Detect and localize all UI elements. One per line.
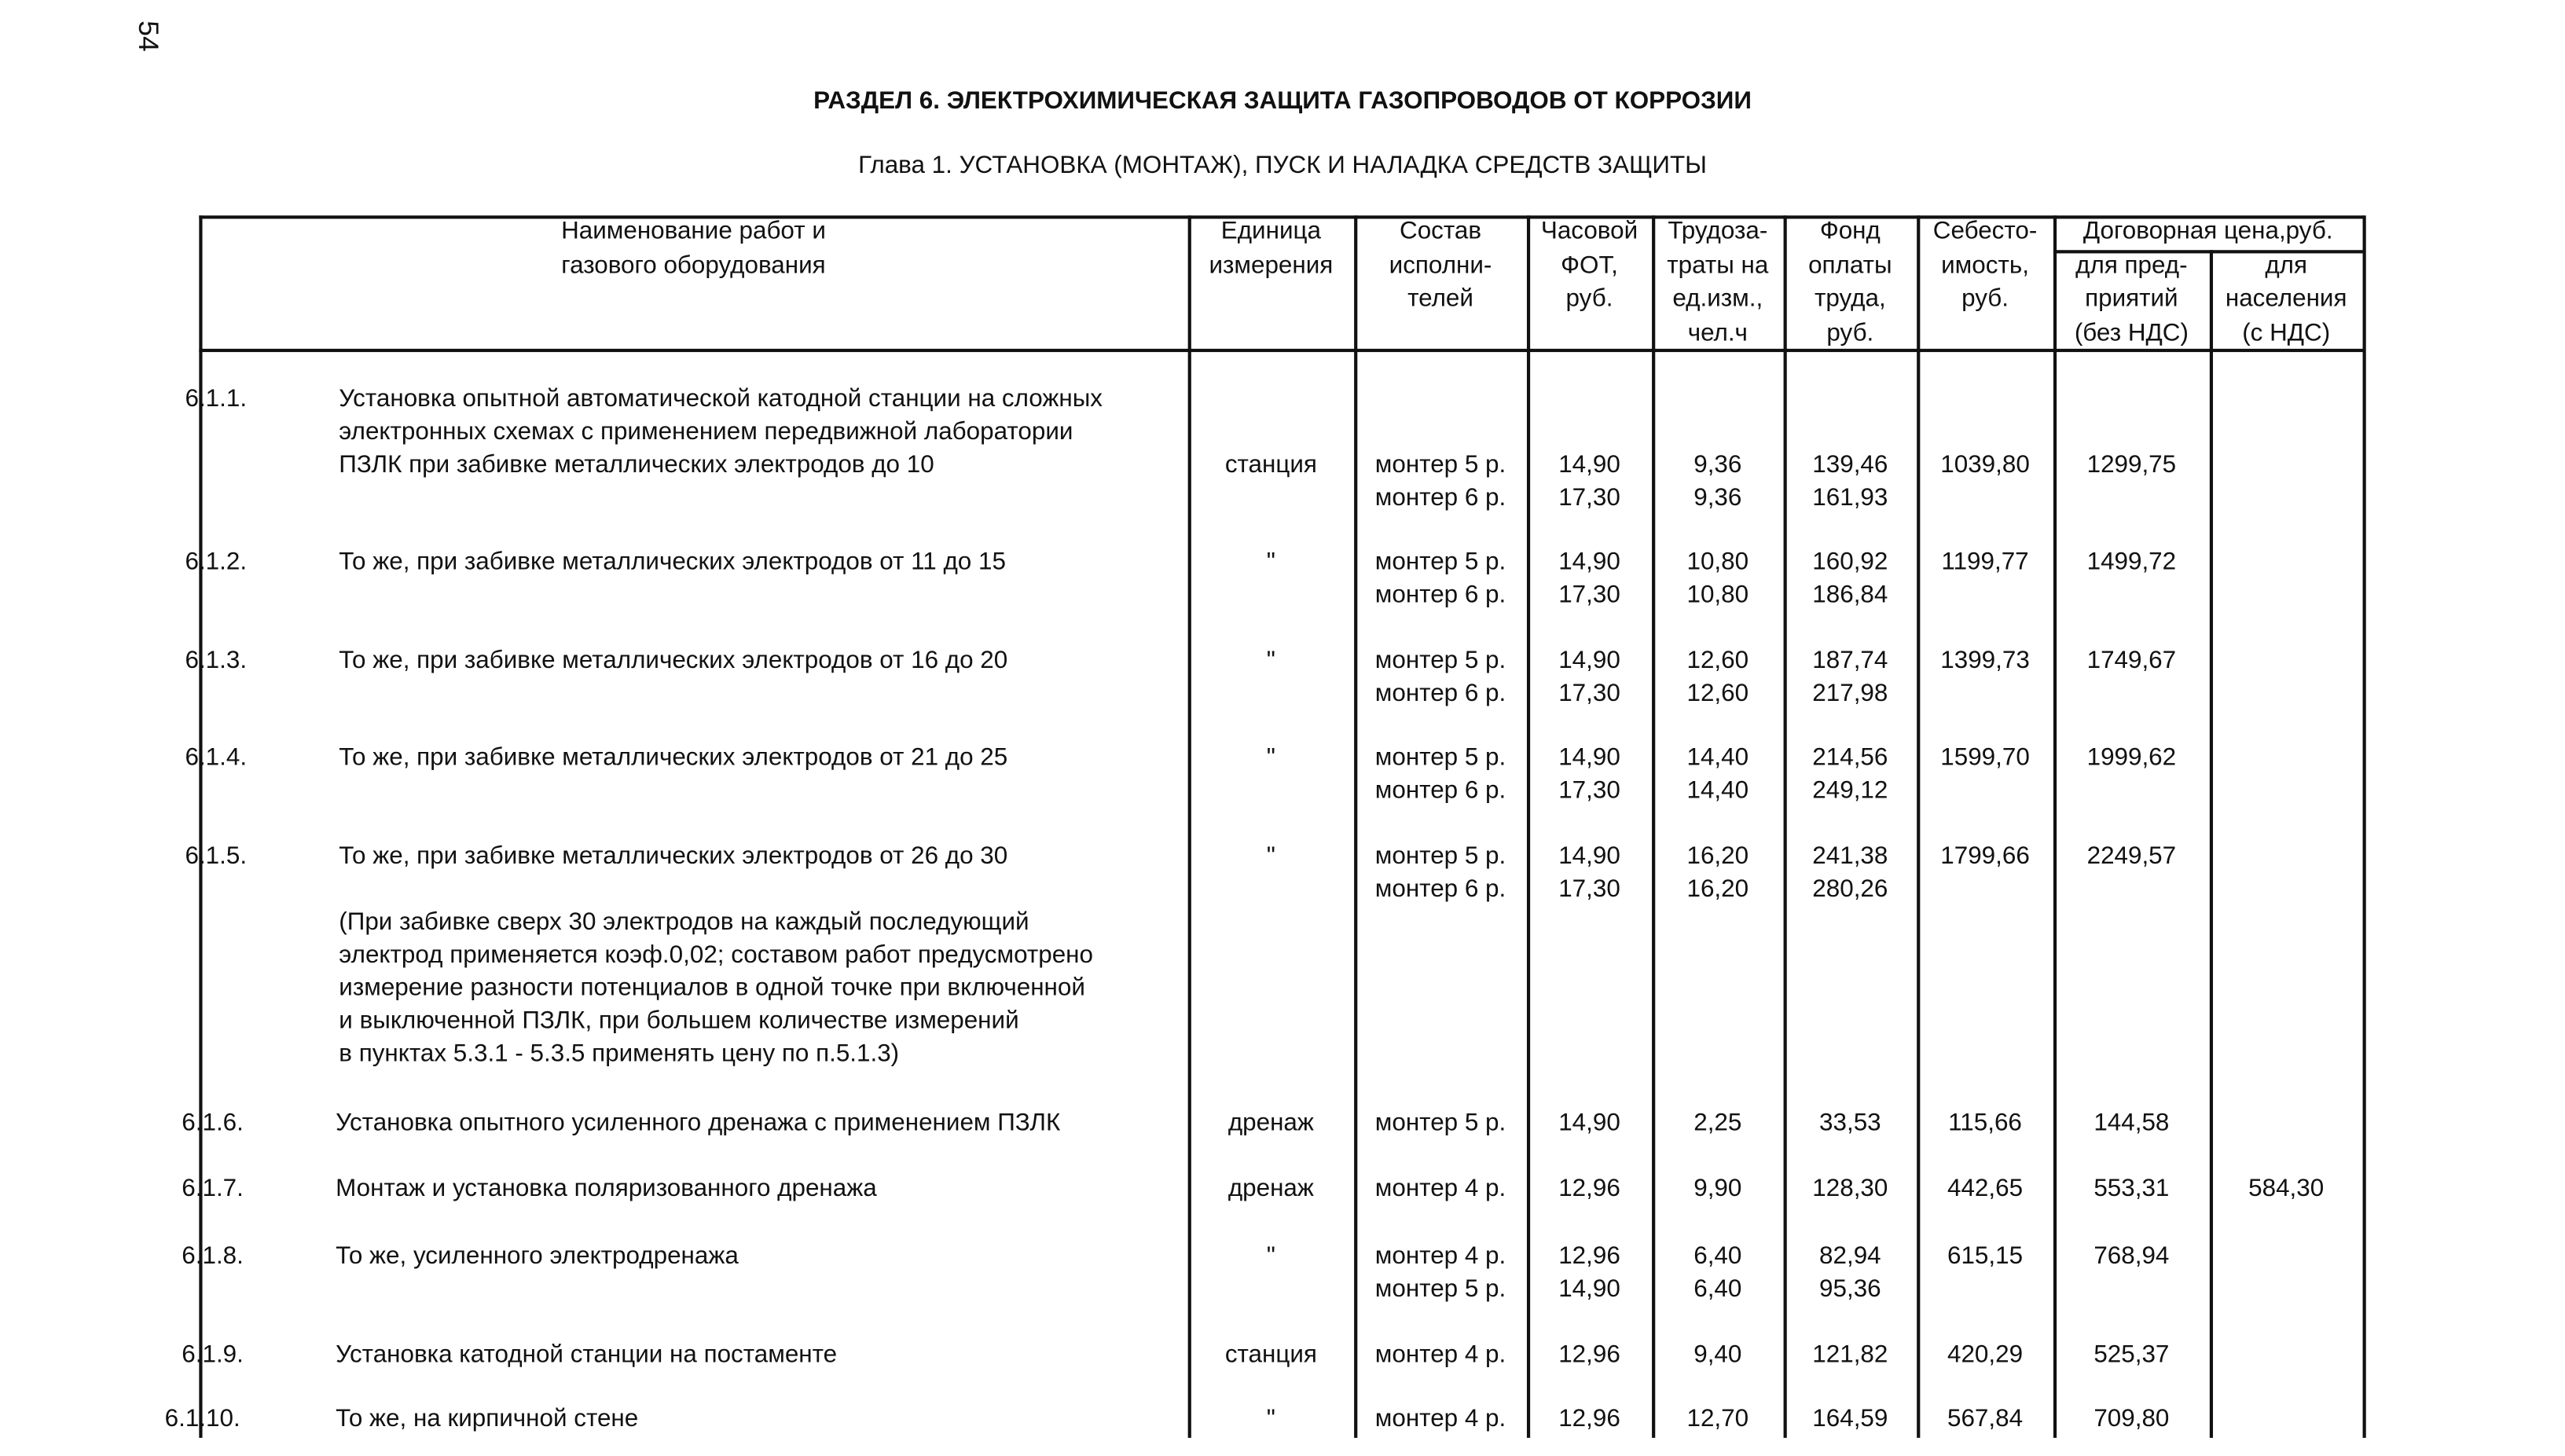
row-crew: монтер 6 р.: [1374, 679, 1506, 708]
row-rate: 17,30: [1558, 875, 1620, 904]
row-fund: 280,26: [1812, 875, 1888, 904]
row-number: 6.1.10.: [164, 1405, 240, 1433]
row-cost: 615,15: [1947, 1241, 2024, 1271]
header-unit: измерения: [1209, 251, 1334, 279]
header-price-org: для пред-: [2075, 251, 2188, 279]
row-name: электронных схемах с применением передвижной лаборатории: [339, 417, 1073, 446]
row-price-org: 1299,75: [2086, 450, 2177, 479]
row-labor: 16,20: [1686, 842, 1749, 871]
row-unit: дренаж: [1227, 1174, 1314, 1203]
row-labor: 9,40: [1693, 1340, 1742, 1369]
header-price-pop: (с НДС): [2242, 318, 2331, 347]
row-price-org: 709,80: [2093, 1405, 2170, 1433]
row-name: То же, при забивке металлических электродов от 21 до 25: [339, 743, 1008, 772]
row-name: То же, усиленного электродренажа: [336, 1241, 739, 1271]
row-fund: 33,53: [1819, 1109, 1881, 1137]
row-labor: 16,20: [1686, 875, 1749, 904]
row-cost: 1039,80: [1940, 450, 2030, 479]
chapter-title: Глава 1. УСТАНОВКА (МОНТАЖ), ПУСК И НАЛАДКА СРЕДСТВ ЗАЩИТЫ: [858, 151, 1707, 180]
row-name: Установка опытной автоматической катодной станции на сложных: [339, 384, 1103, 413]
row-cost: 1399,73: [1940, 646, 2030, 675]
header-fund: Фонд: [1819, 217, 1881, 245]
row-crew: монтер 5 р.: [1374, 646, 1506, 675]
header-price-org: (без НДС): [2074, 318, 2189, 347]
row-rate: 14,90: [1558, 548, 1620, 576]
row-rate: 14,90: [1558, 1109, 1620, 1137]
row-price-org: 553,31: [2093, 1174, 2170, 1203]
header-rate: Часовой: [1540, 217, 1638, 245]
row-price-org: 525,37: [2093, 1340, 2170, 1369]
row-unit: ": [1266, 842, 1275, 871]
row-labor: 12,70: [1686, 1405, 1749, 1433]
row-note: электрод применяется коэф.0,02; составом работ предусмотрено: [339, 941, 1094, 970]
row-unit: ": [1266, 548, 1275, 576]
row-crew: монтер 5 р.: [1374, 743, 1506, 772]
row-fund: 95,36: [1819, 1274, 1881, 1304]
row-labor: 6,40: [1693, 1241, 1742, 1271]
header-rate: ФОТ,: [1561, 251, 1618, 279]
row-rate: 17,30: [1558, 776, 1620, 805]
row-price-pop: 584,30: [2248, 1174, 2325, 1203]
row-number: 6.1.7.: [182, 1174, 244, 1203]
row-rate: 14,90: [1558, 1274, 1620, 1304]
header-fund: труда,: [1815, 284, 1886, 313]
row-labor: 14,40: [1686, 743, 1749, 772]
row-rate: 14,90: [1558, 646, 1620, 675]
header-cost: имость,: [1941, 251, 2029, 279]
row-fund: 82,94: [1819, 1241, 1881, 1271]
row-name: То же, при забивке металлических электродов от 26 до 30: [339, 842, 1008, 871]
header-labor: ед.изм.,: [1672, 284, 1763, 313]
row-fund: 161,93: [1812, 483, 1888, 512]
row-unit: станция: [1224, 1340, 1317, 1369]
row-cost: 567,84: [1947, 1405, 2024, 1433]
row-cost: 1599,70: [1940, 743, 2030, 772]
header-cost: руб.: [1961, 284, 2009, 313]
row-crew: монтер 5 р.: [1374, 1274, 1506, 1304]
row-crew: монтер 5 р.: [1374, 842, 1506, 871]
header-price-pop: населения: [2225, 284, 2347, 313]
row-price-org: 768,94: [2093, 1241, 2170, 1271]
row-rate: 17,30: [1558, 581, 1620, 609]
header-labor: чел.ч: [1687, 318, 1748, 347]
row-labor: 2,25: [1693, 1109, 1742, 1137]
header-cost: Себесто-: [1932, 217, 2038, 245]
row-labor: 6,40: [1693, 1274, 1742, 1304]
header-crew: телей: [1407, 284, 1473, 313]
row-fund: 164,59: [1812, 1405, 1888, 1433]
row-unit: ": [1266, 743, 1275, 772]
row-fund: 128,30: [1812, 1174, 1888, 1203]
row-rate: 14,90: [1558, 842, 1620, 871]
row-price-org: 1999,62: [2086, 743, 2177, 772]
row-name: То же, при забивке металлических электродов от 16 до 20: [339, 646, 1008, 675]
row-price-org: 1499,72: [2086, 548, 2177, 576]
row-name: Монтаж и установка поляризованного дренажа: [336, 1174, 877, 1203]
row-unit: дренаж: [1227, 1109, 1314, 1137]
row-name: Установка катодной станции на постаменте: [336, 1340, 838, 1369]
row-labor: 9,90: [1693, 1174, 1742, 1203]
section-title: РАЗДЕЛ 6. ЭЛЕКТРОХИМИЧЕСКАЯ ЗАЩИТА ГАЗОПРОВОДОВ ОТ КОРРОЗИИ: [813, 86, 1752, 116]
row-unit: станция: [1224, 450, 1317, 479]
row-labor: 12,60: [1686, 679, 1749, 708]
row-number: 6.1.5.: [185, 842, 248, 871]
row-note: измерение разности потенциалов в одной точке при включенной: [339, 974, 1085, 1003]
row-labor: 9,36: [1693, 450, 1742, 479]
row-fund: 214,56: [1812, 743, 1888, 772]
row-note: (При забивке сверх 30 электродов на каждый последующий: [339, 908, 1029, 937]
row-crew: монтер 4 р.: [1374, 1241, 1506, 1271]
header-name: Наименование работ и: [561, 217, 826, 245]
header-price-org: приятий: [2085, 284, 2178, 313]
row-number: 6.1.9.: [182, 1340, 244, 1369]
row-cost: 420,29: [1947, 1340, 2024, 1369]
row-number: 6.1.1.: [185, 384, 248, 413]
row-unit: ": [1266, 1405, 1275, 1433]
row-unit: ": [1266, 1241, 1275, 1271]
row-name: ПЗЛК при забивке металлических электродов до 10: [339, 450, 934, 479]
row-name: Установка опытного усиленного дренажа с применением ПЗЛК: [336, 1109, 1061, 1137]
row-fund: 217,98: [1812, 679, 1888, 708]
row-fund: 186,84: [1812, 581, 1888, 609]
row-fund: 249,12: [1812, 776, 1888, 805]
row-note: в пунктах 5.3.1 - 5.3.5 применять цену по п.5.1.3): [339, 1040, 900, 1068]
row-price-org: 144,58: [2093, 1109, 2170, 1137]
header-labor: Трудоза-: [1668, 217, 1768, 245]
row-unit: ": [1266, 646, 1275, 675]
row-fund: 241,38: [1812, 842, 1888, 871]
row-cost: 115,66: [1948, 1109, 2022, 1137]
header-fund: руб.: [1826, 318, 1874, 347]
row-cost: 1199,77: [1941, 548, 2029, 576]
header-unit: Единица: [1220, 217, 1321, 245]
row-fund: 121,82: [1812, 1340, 1888, 1369]
row-number: 6.1.2.: [185, 548, 248, 576]
row-rate: 17,30: [1558, 483, 1620, 512]
row-number: 6.1.4.: [185, 743, 248, 772]
row-rate: 14,90: [1558, 743, 1620, 772]
column-divider: [2210, 250, 2212, 1438]
header-crew: исполни-: [1389, 251, 1492, 279]
header-fund: оплаты: [1808, 251, 1892, 279]
row-price-org: 1749,67: [2086, 646, 2177, 675]
row-crew: монтер 5 р.: [1374, 548, 1506, 576]
row-note: и выключенной ПЗЛК, при большем количестве измерений: [339, 1007, 1019, 1035]
row-rate: 12,96: [1558, 1174, 1620, 1203]
row-crew: монтер 5 р.: [1374, 450, 1506, 479]
row-crew: монтер 5 р.: [1374, 1109, 1506, 1137]
row-crew: монтер 6 р.: [1374, 776, 1506, 805]
row-fund: 187,74: [1812, 646, 1888, 675]
row-labor: 9,36: [1693, 483, 1742, 512]
row-labor: 10,80: [1686, 581, 1749, 609]
header-price-pop: для: [2265, 251, 2308, 279]
row-fund: 160,92: [1812, 548, 1888, 576]
row-number: 6.1.6.: [182, 1109, 244, 1137]
row-crew: монтер 4 р.: [1374, 1174, 1506, 1203]
row-crew: монтер 6 р.: [1374, 875, 1506, 904]
header-crew: Состав: [1400, 217, 1482, 245]
row-price-org: 2249,57: [2086, 842, 2177, 871]
row-rate: 12,96: [1558, 1405, 1620, 1433]
row-labor: 12,60: [1686, 646, 1749, 675]
row-crew: монтер 4 р.: [1374, 1405, 1506, 1433]
row-name: То же, на кирпичной стене: [336, 1405, 639, 1433]
row-rate: 12,96: [1558, 1241, 1620, 1271]
row-rate: 12,96: [1558, 1340, 1620, 1369]
header-bottom-border: [199, 349, 2364, 351]
row-number: 6.1.3.: [185, 646, 248, 675]
row-cost: 442,65: [1947, 1174, 2024, 1203]
header-price: Договорная цена,руб.: [2082, 217, 2333, 245]
row-rate: 14,90: [1558, 450, 1620, 479]
row-fund: 139,46: [1812, 450, 1888, 479]
row-labor: 10,80: [1686, 548, 1749, 576]
row-crew: монтер 6 р.: [1374, 581, 1506, 609]
row-cost: 1799,66: [1940, 842, 2030, 871]
page-number: 54: [132, 20, 164, 52]
header-name: газового оборудования: [561, 251, 826, 279]
header-labor: траты на: [1667, 251, 1769, 279]
row-crew: монтер 6 р.: [1374, 483, 1506, 512]
row-rate: 17,30: [1558, 679, 1620, 708]
row-number: 6.1.8.: [182, 1241, 244, 1271]
row-labor: 14,40: [1686, 776, 1749, 805]
row-crew: монтер 4 р.: [1374, 1340, 1506, 1369]
column-divider: [2363, 215, 2365, 1438]
header-rate: руб.: [1565, 284, 1613, 313]
row-name: То же, при забивке металлических электродов от 11 до 15: [339, 548, 1006, 576]
